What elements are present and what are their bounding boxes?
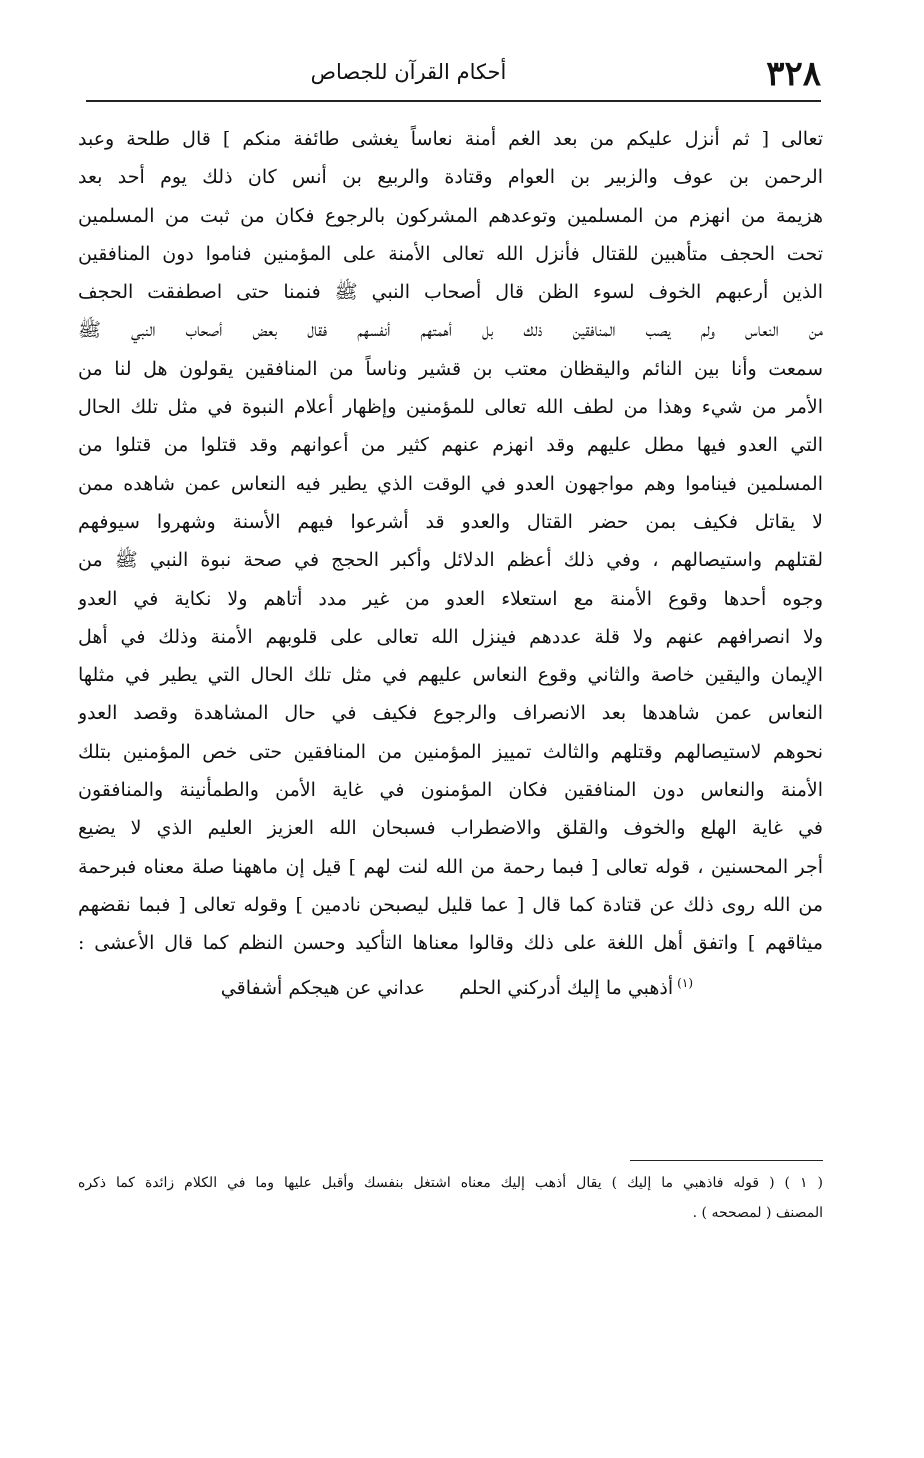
header-rule (86, 100, 821, 102)
text-line: التي العدو فيها مطل عليهم وقد انهزم عنهم كثير من أعوانهم وقد قتلوا من قتلوا من (78, 434, 823, 457)
body-text (78, 120, 823, 1001)
text-line: الأمر من شيء وهذا من لطف الله تعالى للمؤمنين وإظهار أعلام النبوة في مثل تلك الحال (78, 396, 823, 419)
page-number: ٣٢٨ (766, 54, 821, 94)
footnote-reference: (١) (677, 975, 693, 990)
text-line: لقتلهم واستيصالهم ، وفي ذلك أعظم الدلائل وأكبر الحجج في صحة نبوة النبي ﷺ من (78, 549, 823, 572)
verse-first-hemistich: أذهبي ما إليك أدركني الحلم (459, 976, 674, 999)
text-line: سمعت وأنا بين النائم واليقظان معتب بن قشير وناساً من المنافقين يقولون هل لنا من (78, 357, 823, 380)
text-line: المسلمين فيناموا وهم مواجهون العدو في الوقت الذي يطير فيه النعاس عمن شاهده ممن (78, 472, 823, 495)
text-line: الرحمن بن عوف والزبير بن العوام وقتادة والربيع بن أنس كان ذلك يوم أحد بعد (78, 166, 823, 189)
text-line: النعاس عمن شاهدها بعد الانصراف والرجوع فكيف في حال المشاهدة وقصد العدو (78, 702, 823, 725)
text-line: من الله روى ذلك عن قتادة كما قال [ عما قليل ليصبحن نادمين ] وقوله تعالى [ فبما نقضهم (78, 893, 823, 916)
text-line: نحوهم لاستيصالهم وقتلهم والثالث تمييز المؤمنين من المنافقين حتى خص المؤمنين بتلك (78, 740, 823, 763)
text-line: في غاية الهلع والخوف والقلق والاضطراب فسبحان الله العزيز العليم الذي لا يضيع (78, 817, 823, 840)
text-line: الذين أرعبهم الخوف لسوء الظن قال أصحاب النبي ﷺ فنمنا حتى اصطفقت الحجف (78, 281, 823, 304)
text-line: ميثاقهم ] واتفق أهل اللغة على ذلك وقالوا معناها التأكيد وحسن النظم كما قال الأعشى : (78, 932, 823, 955)
text-line: ولا انصرافهم عنهم ولا قلة عددهم فينزل الله تعالى على قلوبهم الأمنة وذلك في أهل (78, 625, 823, 648)
footnote-rule (630, 1160, 823, 1161)
footnote (78, 1168, 823, 1228)
text-line: أجر المحسنين ، قوله تعالى [ فبما رحمة من الله لنت لهم ] قيل إن ماههنا صلة معناه فبرحمة (78, 855, 823, 878)
text-line: الإيمان واليقين خاصة والثاني وقوع النعاس عليهم في مثل تلك الحال التي يطير في مثلها (78, 664, 823, 687)
footnote-line: المصنف ( لمصححه ) . (692, 1205, 823, 1221)
text-line: من النعاس ولم يصب المنافقين ذلك بل أهمتهم أنفسهم فقال بعض أصحاب النبي ﷺ (78, 319, 823, 342)
poetry-verse (78, 965, 823, 1001)
text-line: هزيمة من انهزم من المسلمين وتوعدهم المشركون بالرجوع فكان من ثبت من المسلمين (78, 204, 823, 227)
running-title: أحكام القرآن للجصاص (310, 60, 507, 84)
text-line: تعالى [ ثم أنزل عليكم من بعد الغم أمنة نعاساً يغشى طائفة منكم ] قال طلحة وعبد (78, 128, 823, 150)
text-line: وجوه أحدها وقوع الأمنة مع استعلاء العدو من غير مدد أتاهم ولا نكاية في العدو (78, 587, 823, 610)
text-line: تحت الحجف متأهبين للقتال فأنزل الله تعالى الأمنة على المؤمنين فناموا دون المنافقين (78, 242, 823, 265)
footnote-line: ( ١ ) ( قوله فاذهبي ما إليك ) يقال أذهب إليك معناه اشتغل بنفسك وأقبل عليها وما في الكلام زائدة كما ذكره (78, 1175, 823, 1191)
text-line: الأمنة والنعاس دون المنافقين فكان المؤمنون في غاية الأمن والطمأنينة والمنافقون (78, 779, 823, 802)
text-line: لا يقاتل فكيف بمن حضر القتال والعدو قد أشرعوا فيهم الأسنة وشهروا سيوفهم (78, 510, 823, 533)
page-header (86, 52, 821, 98)
verse-second-hemistich: عداني عن هيجكم أشفاقي (220, 976, 426, 999)
